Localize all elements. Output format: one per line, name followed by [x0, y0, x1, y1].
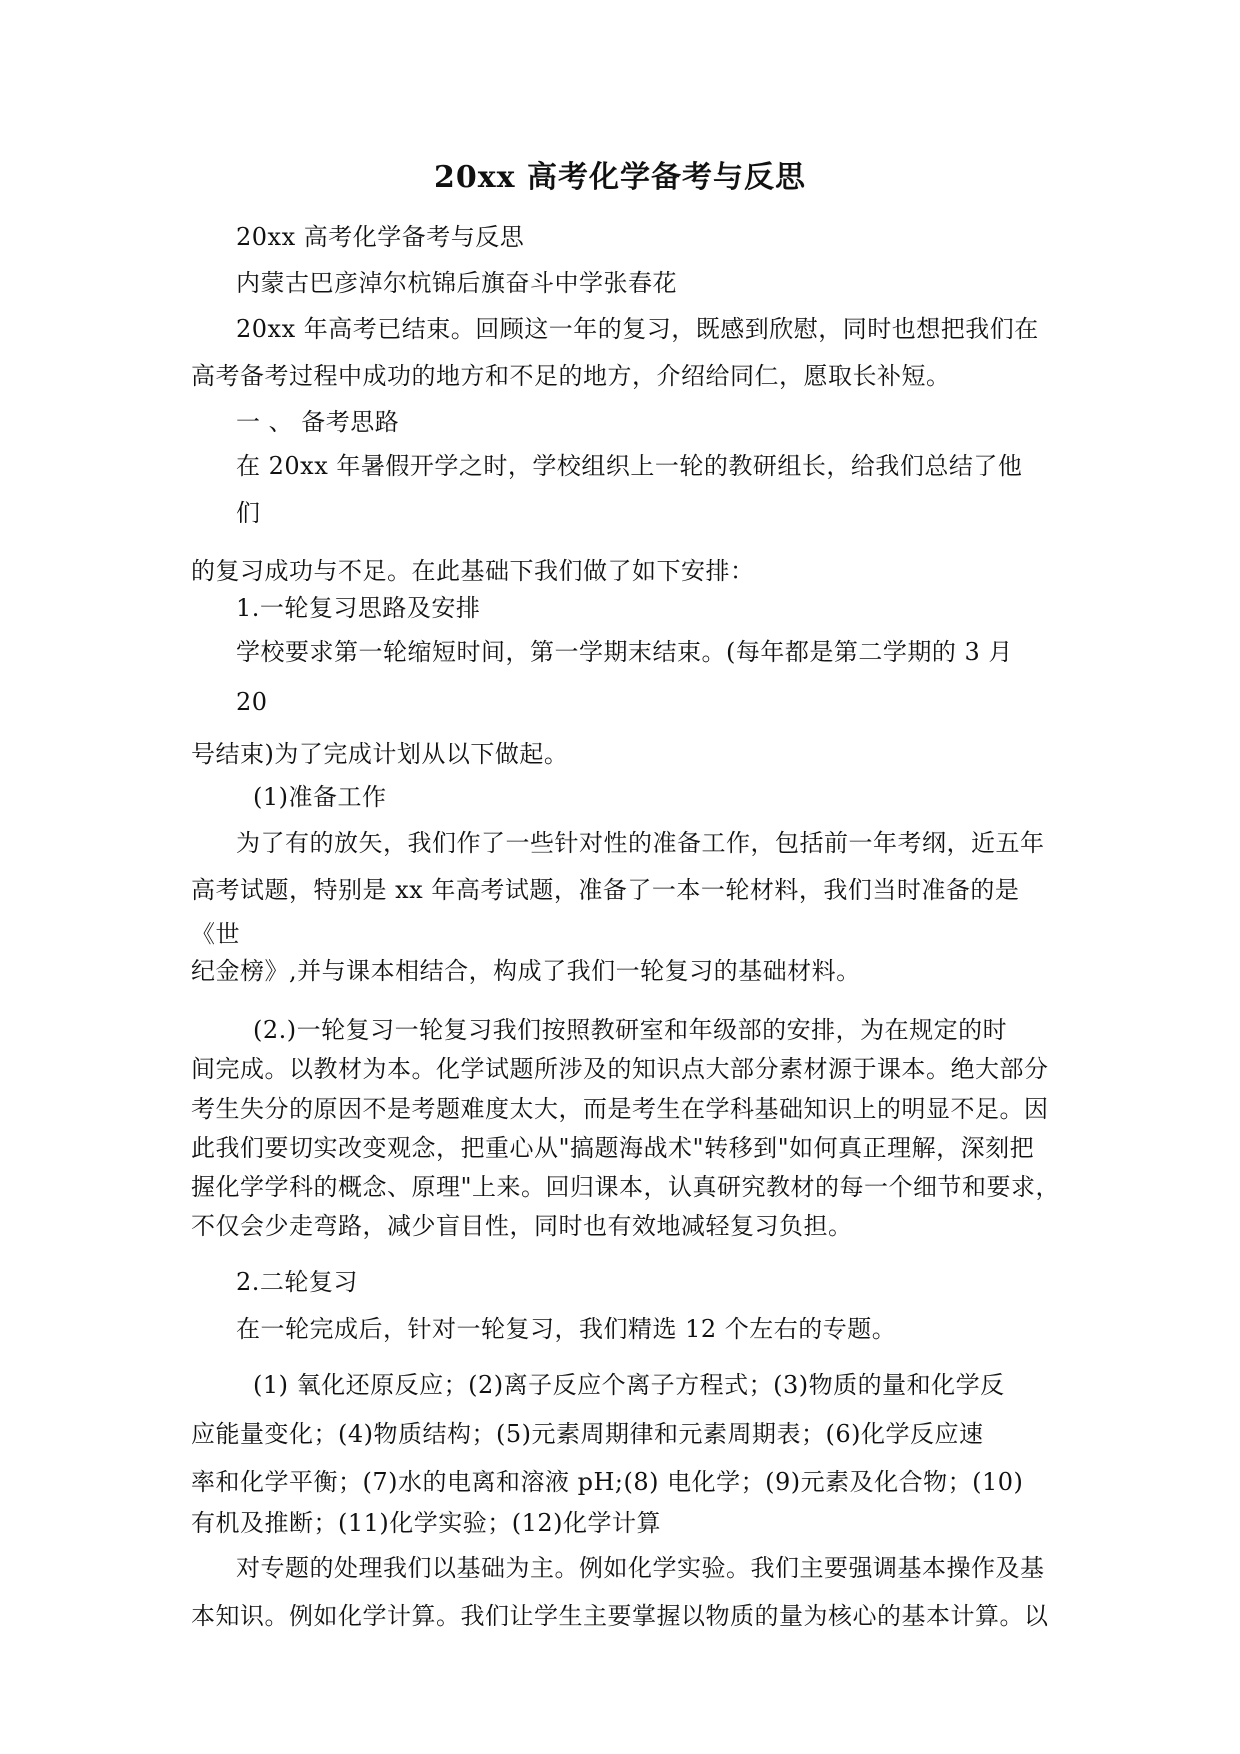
topic-list-line: 应能量变化；(4)物质结构；(5)元素周期律和元素周期表；(6)化学反应速 — [191, 1420, 984, 1448]
section-heading: 一 、 备考思路 — [236, 408, 400, 436]
paragraph-line: 为了有的放矢，我们作了一些针对性的准备工作，包括前一年考纲，近五年 — [236, 829, 1045, 857]
paragraph-line: 握化学学科的概念、原理"上来。回归课本，认真研究教材的每一个细节和要求， — [191, 1173, 1061, 1201]
subsection-heading: 1.一轮复习思路及安排 — [236, 594, 481, 622]
paragraph-line: 们 — [236, 499, 261, 527]
paragraph-line: 学校要求第一轮缩短时间，第一学期末结束。(每年都是第二学期的 3 月 — [236, 638, 1013, 666]
paragraph-line: 对专题的处理我们以基础为主。例如化学实验。我们主要强调基本操作及基 — [236, 1554, 1045, 1582]
paragraph-line: 纪金榜》,并与课本相结合，构成了我们一轮复习的基础材料。 — [191, 957, 861, 985]
paragraph-line: 20 — [236, 688, 268, 716]
paragraph-line: 不仅会少走弯路，减少盲目性，同时也有效地减轻复习负担。 — [191, 1212, 853, 1240]
paragraph-line: 本知识。例如化学计算。我们让学生主要掌握以物质的量为核心的基本计算。以 — [191, 1602, 1049, 1630]
paragraph-line: 号结束)为了完成计划从以下做起。 — [191, 740, 569, 768]
document-title: 20xx 高考化学备考与反思 — [434, 160, 806, 195]
paragraph-line: (2.)一轮复习一轮复习我们按照教研室和年级部的安排，为在规定的时 — [253, 1016, 1008, 1044]
subtitle-line: 20xx 高考化学备考与反思 — [236, 223, 525, 251]
topic-list-line: (1) 氧化还原反应；(2)离子反应个离子方程式；(3)物质的量和化学反 — [253, 1371, 1005, 1399]
paragraph-line: 的复习成功与不足。在此基础下我们做了如下安排： — [191, 557, 755, 585]
paragraph-line: 高考试题，特别是 xx 年高考试题，准备了一本一轮材料，我们当时准备的是 — [191, 876, 1020, 904]
paragraph-line: 《世 — [191, 920, 240, 948]
item-heading: (1)准备工作 — [253, 783, 387, 811]
subsection-heading: 2.二轮复习 — [236, 1268, 358, 1296]
paragraph-line: 在一轮完成后，针对一轮复习，我们精选 12 个左右的专题。 — [236, 1315, 897, 1343]
topic-list-line: 率和化学平衡；(7)水的电离和溶液 pH;(8) 电化学；(9)元素及化合物；(10) — [191, 1468, 1024, 1496]
paragraph-line: 间完成。以教材为本。化学试题所涉及的知识点大部分素材源于课本。绝大部分 — [191, 1055, 1049, 1083]
paragraph-line: 20xx 年高考已结束。回顾这一年的复习，既感到欣慰，同时也想把我们在 — [236, 315, 1039, 343]
paragraph-line: 在 20xx 年暑假开学之时，学校组织上一轮的教研组长，给我们总结了他 — [236, 452, 1023, 480]
author-line: 内蒙古巴彦淖尔杭锦后旗奋斗中学张春花 — [236, 269, 677, 297]
paragraph-line: 此我们要切实改变观念，把重心从"搞题海战术"转移到"如何真正理解，深刻把 — [191, 1134, 1035, 1162]
paragraph-line: 考生失分的原因不是考题难度太大，而是考生在学科基础知识上的明显不足。因 — [191, 1095, 1049, 1123]
paragraph-line: 高考备考过程中成功的地方和不足的地方，介绍给同仁，愿取长补短。 — [191, 362, 951, 390]
topic-list-line: 有机及推断；(11)化学实验；(12)化学计算 — [191, 1509, 662, 1537]
